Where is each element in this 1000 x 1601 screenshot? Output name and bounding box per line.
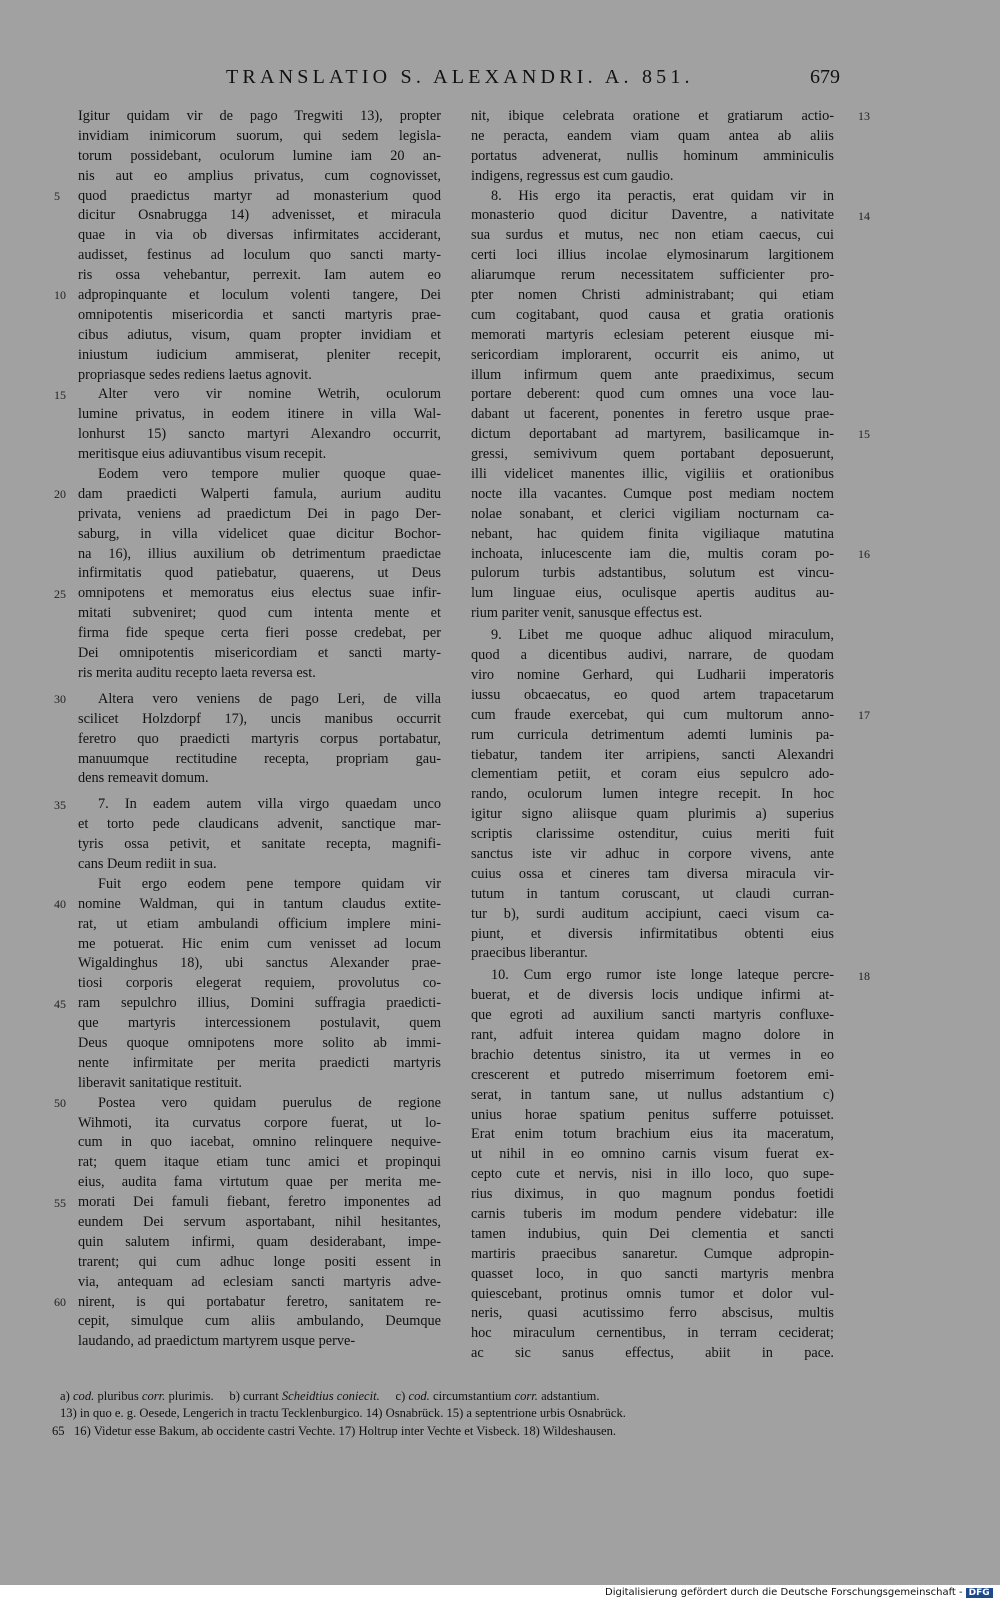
running-head: TRANSLATIO S. ALEXANDRI. A. 851. [226, 66, 694, 88]
text-line: laudando, ad praedictum martyrem usque perve- [78, 1333, 356, 1350]
text-line: tamen indubius, quin Dei clementia et sancti [471, 1225, 834, 1242]
text-line: rius diximus, in quo magnum pondus foetidi [471, 1186, 834, 1203]
text-line: omnipotentis misericordia et sancti martyris prae- [78, 306, 441, 323]
source-page-marker: 15 [858, 427, 870, 442]
text-line: Deus quoque omnipotens more solito ab immi- [78, 1034, 441, 1051]
text-line: dictum deportabant ad martyrem, basilicamque in- [471, 426, 834, 443]
text-line: ne peracta, eandem viam quam antea ab aliis [471, 127, 834, 144]
line-number: 40 [54, 897, 66, 912]
text-line: omnipotens et memoratus eius electus suae infir- [78, 585, 441, 602]
text-line: serat, in tantum sane, ut nullus adstantium c) [471, 1086, 834, 1103]
text-line: dabant ut facerent, ponentes in feretro usque prae- [471, 406, 834, 423]
text-line: tutum in tantum coruscant, ut claudi curran- [471, 885, 834, 902]
text-line: adpropinquante et loculum volenti tangere, Dei [78, 287, 441, 304]
text-line: hoc miraculum cernentibus, in terram ceciderat; [471, 1325, 834, 1342]
text-line: 10. Cum ergo rumor iste longe lateque percre- [491, 967, 834, 984]
text-line: certi loci illius incolae elymosinarum largitionem [471, 247, 834, 264]
text-line: manuumque rectitudine recepta, propriam gau- [78, 750, 441, 767]
text-line: Eodem vero tempore mulier quoque quae- [98, 466, 441, 483]
text-line: Fuit ergo eodem pene tempore quidam vir [98, 875, 441, 892]
line-number: 10 [54, 288, 66, 303]
text-line: pulorum turbis adstantibus, solutum est vincu- [471, 565, 834, 582]
text-line: dam praedicti Walperti famula, aurium auditu [78, 485, 441, 502]
text-line: clementiam petiit, et coram eius sepulcro ado- [471, 766, 834, 783]
footnote-line-3: 65 16) Videtur esse Bakum, ab occidente castri Vechte. 17) Holtrup inter Vechte et Visbeck. 18) Wildeshausen. [60, 1423, 860, 1440]
text-line: gressi, semivivum quem portabant deposuerunt, [471, 446, 834, 463]
text-line: quod a dicentibus audivi, narrare, de quodam [471, 647, 834, 664]
text-line: morati Dei famuli fiebant, feretro imponentes ad [78, 1194, 441, 1211]
text-line: lum linguae eius, oculisque apertis auditus au- [471, 585, 834, 602]
text-line: scriptis clarissime ostenditur, cuius meriti fuit [471, 826, 834, 843]
text-line: lonhurst 15) sancto martyri Alexandro occurrit, [78, 426, 441, 443]
text-line: audisset, festinus ad loculum quo sancti marty- [78, 247, 441, 264]
text-line: cepit, simulque cum aliis ambulando, Deumque [78, 1313, 441, 1330]
footnote-margin-number: 65 [52, 1423, 65, 1438]
source-page-marker: 14 [858, 208, 870, 223]
text-line: Erat enim totum brachium eius ita maceratum, [471, 1126, 834, 1143]
text-line: meritisque eius adiuvantibus visum recepit. [78, 446, 327, 463]
right-column [471, 107, 834, 1364]
source-page-marker: 13 [858, 109, 870, 123]
line-number: 5 [54, 188, 60, 203]
text-line: quin salutem infirmi, quam desiderabant, impe- [78, 1233, 441, 1250]
text-line: indigens, regressus est cum gaudio. [471, 167, 674, 184]
text-line: rant, adfuit interea quidam magno dolore in [471, 1026, 834, 1043]
text-line: aliarumque rerum necessitatem sufficienter pro- [471, 267, 834, 284]
line-number: 45 [54, 996, 66, 1011]
source-page-marker: 18 [858, 968, 870, 983]
footnote-line-2: 13) in quo e. g. Oesede, Lengerich in tractu Tecklenburgico. 14) Osnabrück. 15) a septentrione urbis Osnabrück. [60, 1406, 626, 1421]
text-line: firma fide speque certa fieri posse credebat, per [78, 625, 441, 642]
text-line: tyris ossa petivit, et sanitate recepta, magnifi- [78, 836, 441, 853]
text-line: privata, veniens ad praedictum Dei in pago Der- [78, 505, 441, 522]
text-line: ac sic sanus effectus, abiit in pace. [471, 1345, 834, 1362]
text-line: Wihmoti, ita curvatus corpore fuerat, ut lo- [78, 1114, 441, 1131]
text-line: carnis tuberis im modum pendere videbatur: ille [471, 1205, 834, 1222]
page-number: 679 [810, 66, 840, 88]
text-line: infirmitatis quod patiebatur, quaerens, ut Deus [78, 565, 441, 582]
text-line: illi videlicet manentes illic, vigiliis et orationibus [471, 466, 834, 483]
text-line: Igitur quidam vir de pago Tregwiti 13), propter [78, 108, 441, 124]
text-line: rat; quem itaque etiam tunc amici et propinqui [78, 1154, 441, 1171]
line-number: 60 [54, 1295, 66, 1310]
dfg-logo: DFG [966, 1588, 993, 1598]
text-line: invidiam inimicorum suorum, qui sedem legisla- [78, 127, 441, 144]
text-line: buerat, et de diversis locis undique infirmi at- [471, 987, 834, 1004]
text-line: unius horae spatium penitus sufferre potuisset. [471, 1106, 834, 1123]
text-line: neris, quasi acutissimo ferro abscisus, multis [471, 1305, 834, 1322]
text-line: cepto cute et nervis, nisi in illo loco, quo supe- [471, 1166, 834, 1183]
source-page-marker: 17 [858, 708, 870, 722]
text-line: illum infirmum quem ante praediximus, secum [471, 366, 834, 383]
text-line: cibus adiutus, visum, quam propter invidiam et [78, 326, 441, 343]
text-line: iniustum iudicium ammiserat, pleniter recepit, [78, 346, 441, 363]
line-number: 25 [54, 586, 66, 601]
text-line: tur b), surdi auditum accipiunt, caeci visum ca- [471, 905, 834, 922]
text-line: ut nihil in eo omnino carnis visum fuerat ex- [471, 1146, 834, 1163]
line-number: 35 [54, 797, 66, 812]
line-number: 55 [54, 1195, 66, 1210]
text-line: quiescebant, protinus omnis tumor et dolor vul- [471, 1285, 834, 1302]
text-line: Alter vero vir nomine Wetrih, oculorum [98, 386, 441, 403]
text-line: eius, audita fama virtutum quae per merita me- [78, 1174, 441, 1191]
text-line: nomine Waldman, qui in tantum claudus extite- [78, 895, 441, 912]
text-line: nolae sonabant, et clerici vigiliam nocturnam ca- [471, 505, 834, 522]
text-line: cuius ossa et cineres tam diversa miracula vir- [471, 865, 834, 882]
text-line: scilicet Holzdorpf 17), uncis manibus occurrit [78, 710, 441, 727]
text-line: Altera vero veniens de pago Leri, de villa [98, 690, 441, 707]
text-line: via, antequam ad eclesiam sancti martyris adve- [78, 1273, 441, 1290]
text-line: ris ossa vehebantur, perrexit. Iam autem eo [78, 267, 441, 284]
text-line: rum curricula detrimentum ademti luminis pa- [471, 726, 834, 743]
text-line: Postea vero quidam puerulus de regione [98, 1094, 441, 1111]
text-line: nente infirmitate per merita praedicti martyris [78, 1054, 441, 1071]
text-line: nit, ibique celebrata oratione et gratiarum actio- [471, 108, 834, 124]
line-number: 15 [54, 387, 66, 402]
text-line: sericordiam implorarent, occurrit eis animo, ut [471, 346, 834, 363]
line-number: 50 [54, 1096, 66, 1111]
text-line: viro nomine Gerhard, qui Ludharii imperatoris [471, 666, 834, 683]
text-line: que egroti ad auxilium sancti martyris confluxe- [471, 1007, 834, 1024]
text-line: nebant, hac quidem finita vigiliaque matutina [471, 525, 834, 542]
text-line: me potuerat. Hic enim cum venisset ad locum [78, 935, 441, 952]
text-line: piunt, et diversis infirmitatibus obtenti eius [471, 925, 834, 942]
text-line: sanctus iste vir adhuc in corpore vivens, ante [471, 845, 834, 862]
text-line: nirent, is qui portabatur feretro, sanitatem re- [78, 1293, 441, 1310]
text-line: cans Deum rediit in sua. [78, 855, 217, 872]
digitization-credit: Digitalisierung gefördert durch die Deutsche Forschungsgemeinschaft - DFG [605, 1587, 993, 1598]
text-line: cum in quo iacebat, omnino relinquere nequive- [78, 1134, 441, 1151]
text-line: eundem Dei servum asportabant, nihil hesitantes, [78, 1213, 441, 1230]
text-line: rando, oculorum lumen integre recepit. In hoc [471, 786, 834, 803]
text-line: tiosi corporis elegerat requiem, provolutus co- [78, 975, 441, 992]
text-line: 7. In eadem autem villa virgo quaedam unco [98, 796, 441, 813]
text-line: liberavit sanitatique restituit. [78, 1074, 242, 1091]
left-column [78, 107, 441, 1352]
text-line: Wigaldinghus 18), ubi sanctus Alexander prae- [78, 955, 441, 972]
text-line: praecibus liberantur. [471, 945, 588, 962]
text-line: et torto pede claudicans advenit, sanctique mar- [78, 816, 441, 833]
text-line: ram sepulchro illius, Domini suffragia praedicti- [78, 995, 441, 1012]
text-line: torum possidebant, oculorum lumine iam 20 an- [78, 147, 441, 164]
text-line: portare deberent: quod cum omnes una voce lau- [471, 386, 834, 403]
text-line: mitati subveniret; quod cum intenta mente et [78, 605, 441, 622]
text-line: dicitur Osnabrugga 14) advenisset, et miracula [78, 207, 441, 224]
text-line: crescerent et putredo miserrimum foetorem emi- [471, 1066, 834, 1083]
text-line: monasterio quod dicitur Daventre, a nativitate [471, 207, 834, 224]
text-line: ris merita auditu recepto laeta reversa est. [78, 664, 316, 681]
footnote-line-1: a) cod. pluribus corr. plurimis. b) currant Scheidtius coniecit. c) cod. circumstantium corr. adstantium. [60, 1389, 600, 1403]
text-line: iussu obcaecatus, eo quod artem trapacetarum [471, 686, 834, 703]
text-line: igitur signo aliisque quam plurimis a) superius [471, 806, 834, 823]
text-line: propriasque sedes rediens laetus agnovit. [78, 366, 312, 383]
text-line: que martyris intercessionem postulavit, quem [78, 1015, 441, 1032]
source-page-marker: 16 [858, 546, 870, 561]
text-line: brachio detentus sinistro, ita ut vermes in eo [471, 1046, 834, 1063]
text-line: saburg, in villa videlicet quae dicitur Bochor- [78, 525, 441, 542]
text-line: pter nomen Christi administrabant; qui etiam [471, 287, 834, 304]
text-line: dens remeavit domum. [78, 770, 209, 787]
text-line: portatus advenerat, nullis hominum amminiculis [471, 147, 834, 164]
text-line: inchoata, inlucescente iam die, multis coram po- [471, 545, 834, 562]
text-line: quasset loco, in quo sancti martyris menbra [471, 1265, 834, 1282]
text-line: nis aut eo amplius privatus, cum cognovisset, [78, 167, 441, 184]
text-line: rat, ut etiam ambulandi officium implere mini- [78, 915, 441, 932]
text-line: 9. Libet me quoque adhuc aliquod miraculum, [491, 627, 834, 644]
line-number: 20 [54, 487, 66, 502]
text-line: cum cogitabant, quod causa et gratia orationis [471, 306, 834, 323]
text-line: trarent; qui cum adhuc longe positi essent in [78, 1253, 441, 1270]
text-line: memorati martyris eclesiam peterent eiusque mi- [471, 326, 834, 343]
footnotes [52, 1388, 860, 1440]
text-line: quae in via ob diversas infirmitates acciderant, [78, 227, 441, 244]
text-line: tiebatur, tandem iter arripiens, sancti Alexandri [471, 746, 834, 763]
text-line: lumine privatus, in eodem itinere in villa Wal- [78, 406, 441, 423]
text-line: martiris praecibus sanaretur. Cumque adpropin- [471, 1245, 834, 1262]
text-line: cum fraude exercebat, qui cum multorum anno- [471, 706, 834, 723]
text-line: rium pariter venit, sanusque effectus est. [471, 605, 703, 622]
text-line: Dei omnipotentis misericordiam et sancti marty- [78, 645, 441, 662]
text-line: na 16), illius auxilium ob detrimentum praedictae [78, 545, 441, 562]
text-line: quod praedictus martyr ad monasterium quod [78, 187, 441, 204]
text-line: feretro quo praedicti martyris corpus portabatur, [78, 730, 441, 747]
text-line: 8. His ergo ita peractis, erat quidam vir in [491, 187, 834, 204]
line-number: 30 [54, 692, 66, 707]
text-line: sua surdus et mutus, nec non etiam caecus, cui [471, 227, 834, 244]
text-line: nocte illa vacantes. Cumque post mediam noctem [471, 485, 834, 502]
